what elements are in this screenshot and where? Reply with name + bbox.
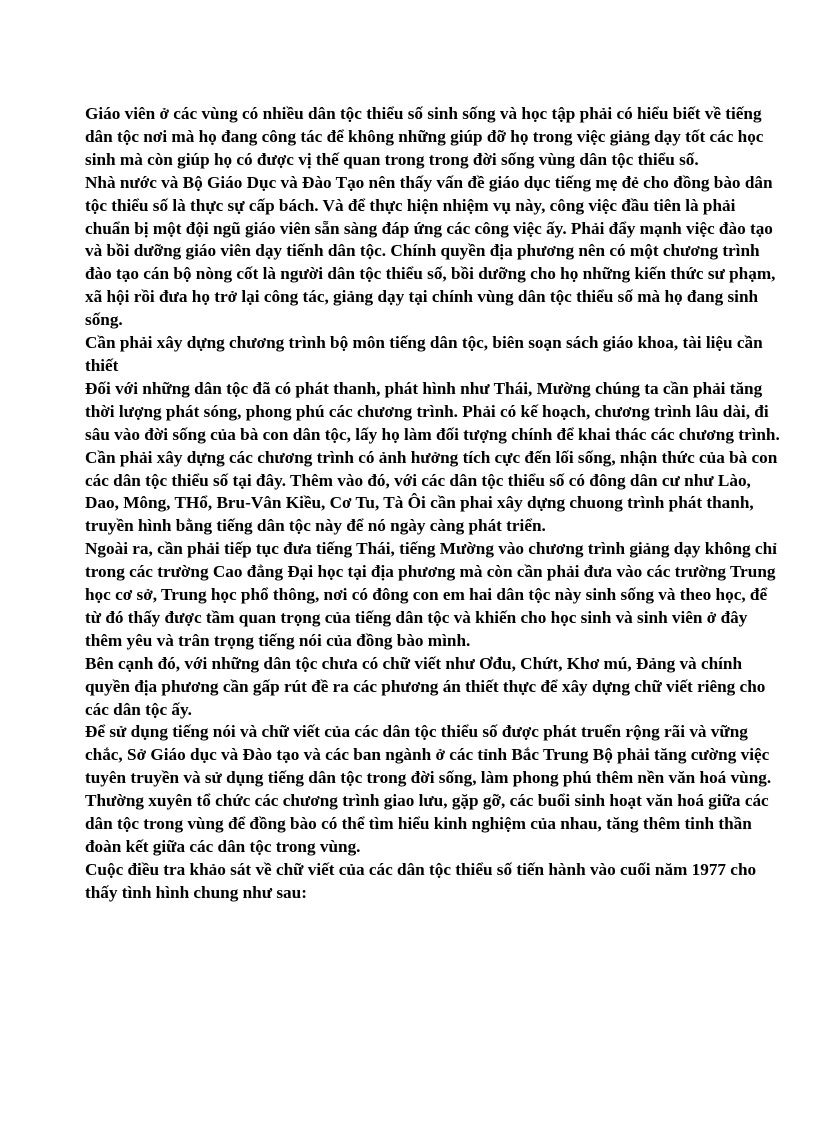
paragraph-curriculum: Cần phải xây dựng chương trình bộ môn tiếng dân tộc, biên soạn sách giáo khoa, tài liệu cần thiết	[85, 333, 763, 375]
paragraph-promotion: Để sử dụng tiếng nói và chữ viết của các dân tộc thiểu số được phát truển rộng rãi và vững chắc, Sở Giáo dục và Đào tạo và các ban ngành ở các tỉnh Bắc Trung Bộ phải tăng cường việc tuyên truyền và sử dụng tiếng dân tộc trong đời sống, làm phong phú thêm nền văn hoá vùng. Thường xuyên tổ chức các chương trình giao lưu, gặp gỡ, các buổi sinh hoạt văn hoá giữa các dân tộc trong vùng để đồng bào có thể tìm hiểu kinh nghiệm của nhau, tăng thêm tinh thần đoàn kết giữa các dân tộc trong vùng.	[85, 722, 772, 856]
paragraph-broadcasting: Đối với những dân tộc đã có phát thanh, phát hình như Thái, Mường chúng ta cần phải tăng thời lượng phát sóng, phong phú các chương trình. Phải có kế hoạch, chương trình lâu dài, đi sâu vào đời sống của bà con dân tộc, lấy họ làm đối tượng chính để khai thác các chương trình. Cần phải xây dựng các chương trình có ảnh hưởng tích cực đến lối sống, nhận thức của bà con các dân tộc thiểu số tại đây. Thêm vào đó, với các dân tộc thiểu số có đông dân cư như Lào, Dao, Mông, THổ, Bru-Vân Kiều, Cơ Tu, Tà Ôi cần phai xây dựng chuong trình phát thanh, truyền hình bằng tiếng dân tộc này để nó ngày càng phát triển.	[85, 378, 780, 536]
paragraph-schools: Ngoài ra, cần phải tiếp tục đưa tiếng Thái, tiếng Mường vào chương trình giảng dạy không chỉ trong các trường Cao đẳng Đại học tại địa phương mà còn cần phải đưa vào các trường Trung học cơ sở, Trung học phổ thông, nơi có đông con em hai dân tộc này sinh sống và theo học, để từ đó thấy được tầm quan trọng của tiếng dân tộc và khiến cho học sinh và sinh viên ở đây thêm yêu và trân trọng tiếng nói của đồng bào mình.	[85, 539, 777, 650]
paragraph-state-ministry: Nhà nước và Bộ Giáo Dục và Đào Tạo nên thấy vấn đề giáo dục tiếng mẹ đẻ cho đồng bào dân tộc thiểu số là thực sự cấp bách. Và để thực hiện nhiệm vụ này, công việc đầu tiên là phải chuẩn bị một đội ngũ giáo viên sẵn sàng đáp ứng các công việc ấy. Phải đẩy mạnh việc đào tạo và bồi dưỡng giáo viên dạy tiếnh dân tộc. Chính quyền địa phương nên có một chương trình đào tạo cán bộ nòng cốt là người dân tộc thiểu số, bồi dưỡng cho họ những kiến thức sư phạm, xã hội rồi đưa họ trở lại công tác, giảng dạy tại chính vùng dân tộc thiểu số mà họ đang sinh sống.	[85, 172, 776, 330]
body-text	[85, 103, 780, 905]
paragraph-teachers: Giáo viên ở các vùng có nhiều dân tộc thiểu số sinh sống và học tập phải có hiểu biết về tiếng dân tộc nơi mà họ đang công tác để không những giúp đỡ họ trong việc giảng dạy tốt các học sinh mà còn giúp họ có được vị thế quan trong trong đời sống vùng dân tộc thiểu số.	[85, 104, 764, 169]
paragraph-survey: Cuộc điều tra khảo sát về chữ viết của các dân tộc thiểu số tiến hành vào cuối năm 1977 cho thấy tình hình chung như sau:	[85, 859, 757, 902]
paragraph-writing-systems: Bên cạnh đó, với những dân tộc chưa có chữ viết như Ơđu, Chứt, Khơ mú, Đảng và chính quyền địa phương cần gấp rút đề ra các phương án thiết thực để xây dựng chữ viết riêng cho các dân tộc ấy.	[85, 653, 766, 719]
